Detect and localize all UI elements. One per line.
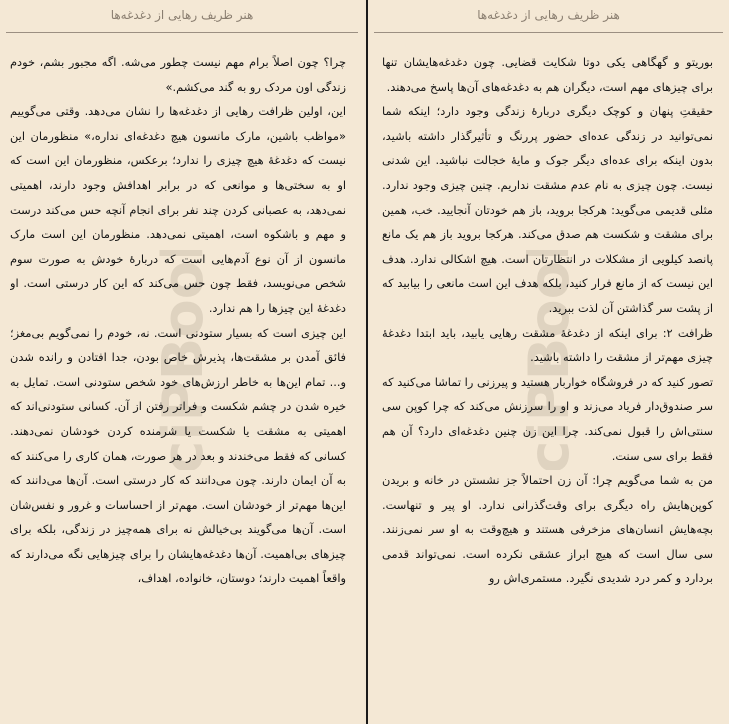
right-page — [366, 0, 729, 724]
header-rule — [6, 32, 358, 33]
running-header: هنر ظریف رهایی از دغدغه‌ها — [110, 8, 254, 22]
page-body — [382, 50, 713, 724]
page-body — [10, 50, 346, 724]
paragraph: من به شما می‌گویم چرا: آن زن احتمالاً جز نشستن در خانه و بریدن کوپن‌هایش راه دیگری برای وقت‌گذرانی ندارد. او پیر و تنهاست. بچه‌هایش انسان‌های مزخرفی هستند و هیچ‌وقت به او سر نمی‌زنند. سی سال است که هیچ ابراز عشقی نکرده است. نمی‌تواند قدمی بردارد و کمر درد شدیدی نگیرد. مستمری‌اش رو — [382, 473, 713, 586]
paragraph: تصور کنید که در فروشگاه خواربار هستید و پیرزنی را تماشا می‌کنید که سر صندوق‌دار فریاد می‌زند و او را سرزنش می‌کند که چرا کوپن سی سنتی‌اش را قبول نمی‌کند. چرا این زن چنین دغدغه‌ای دارد؟ آن هم فقط برای سی سنت. — [382, 374, 713, 463]
paragraph: ظرافت ۲: برای اینکه از دغدغهٔ مشقت رهایی یابید، باید ابتدا دغدغهٔ چیزی مهم‌تر از مشقت را داشته باشید. — [382, 325, 713, 365]
paragraph: چرا؟ چون اصلاً برام مهم نیست چطور می‌شه. اگه مجبور بشم، خودم زندگی اون مردک رو به گند می‌کشم.» — [10, 55, 346, 94]
left-page — [0, 0, 364, 724]
running-header: هنر ظریف رهایی از دغدغه‌ها — [477, 8, 620, 22]
watermark-text: @ciPBooks — [517, 250, 582, 470]
header-rule — [374, 32, 723, 33]
paragraph: بوریتو و گهگاهی یکی دوتا شکایت قضایی. چون دغدغه‌هایشان تنها برای چیزهای مهم است، دیگران هم به دغدغه‌های آن‌ها پاسخ می‌دهند. — [382, 55, 713, 94]
paragraph: حقیقتِ پنهان و کوچک دیگری دربارهٔ زندگی وجود دارد؛ اینکه شما نمی‌توانید در زندگی عده‌ای حضور پررنگ و تأثیرگذار داشته باشید، بدون اینکه برای عده‌ای دیگر جوک و مایهٔ خجالت نباشید. این شدنی نیست. چون چیزی به نام عدم مشقت نداریم. چنین چیزی وجود ندارد. مثلی قدیمی می‌گوید: هرکجا بروید، باز هم خودتان آنجایید. خب، همین برای مشقت و شکست هم صدق می‌کند. هرکجا بروید باز هم یک مانع پانصد کیلویی از مشکلات در انتظارتان است. هیچ اشکالی ندارد. هدف این نیست که از مانع فرار کنید، بلکه هدف این است مانعی را بیابید که از پشت سر گذاشتن آن لذت ببرید. — [382, 104, 713, 315]
paragraph: این، اولین ظرافت رهایی از دغدغه‌ها را نشان می‌دهد. وقتی می‌گوییم «مواظب باشین، مارک مانسون هیچ دغدغه‌ای نداره،» منظورمان این نیست که دغدغهٔ هیچ چیزی را ندارد؛ برعکس، منظورمان این است که او به سختی‌ها و موانعی که در برابر اهدافش وجود دارند، اهمیتی نمی‌دهد، به عصبانی کردن چند نفر برای انجام آنچه حس می‌کند درست و مهم و باشکوه است، اهمیتی نمی‌دهد. منظورمان این است مارک مانسون از آن نوع آدم‌هایی است که دربارهٔ خودش به صورت سوم شخص می‌نویسد، فقط چون حس می‌کند که این کار درستی است. او دغدغهٔ این چیزها را هم ندارد. — [10, 104, 346, 315]
watermark-text: @ciPBooks — [151, 250, 216, 470]
paragraph: این چیزی است که بسیار ستودنی است. نه، خودم را نمی‌گویم بی‌مغز؛ فائق آمدن بر مشقت‌ها، پذیرش خاص بودن، جدا افتادن و رانده شدن و... تمام این‌ها به خاطر ارزش‌های خود شخص ستودنی است. تمایل به خیره شدن در چشم شکست و فراتر رفتن از آن. کسانی ستودنی‌اند که اهمیتی به مشقت یا شکست یا شرمنده کردن خودشان نمی‌دهند. کسانی که فقط می‌خندند و بعد در هر صورت، همان کاری را می‌کنند که به آن ایمان دارند. چون می‌دانند که کار درستی است. آن‌ها می‌دانند که این‌ها مهم‌تر از خودشان است. مهم‌تر از احساسات و غرور و نفس‌شان است. آن‌ها می‌گویند بی‌خیالش نه برای همه‌چیز در زندگی، بلکه برای چیزهای بی‌اهمیت. آن‌ها دغدغه‌هایشان را برای چیزهایی نگه می‌دارند که واقعاً اهمیت دارند؛ دوستان، خانواده، اهداف، — [10, 325, 346, 586]
